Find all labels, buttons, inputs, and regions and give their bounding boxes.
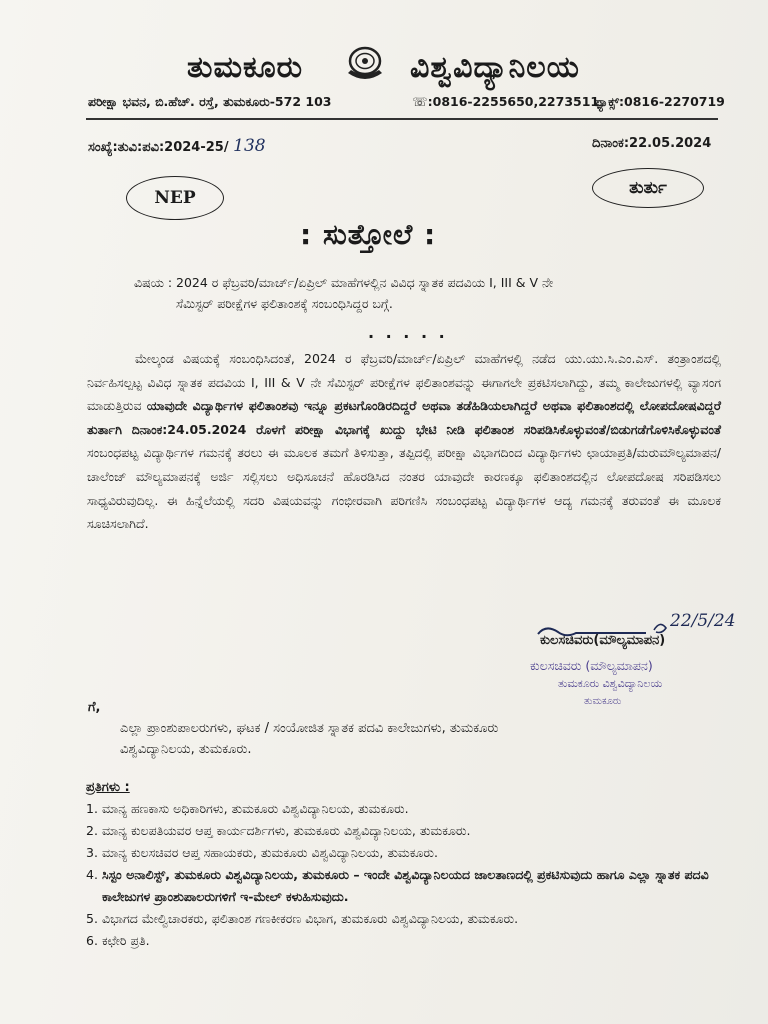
reference-number: ಸಂಖ್ಯೆ:ತುವಿ:ಪವಿ:2024-25/ 138 [88, 136, 266, 156]
copy-item-text: ಕಛೇರಿ ಪ್ರತಿ. [102, 933, 150, 948]
signature-date: 22/5/24 [670, 611, 736, 631]
header-divider [86, 118, 718, 120]
recipient-address [120, 718, 498, 760]
copy-item-number: 3. [86, 845, 98, 860]
nep-badge: NEP [126, 176, 224, 220]
handwritten-reference-number: 138 [233, 136, 266, 156]
university-name-left: ತುಮಕೂರು [187, 50, 304, 85]
subject-line-2: ಸೆಮಿಸ್ಟರ್ ಪರೀಕ್ಷೆಗಳ ಫಲಿತಾಂಶಕ್ಕೆ ಸಂಬಂಧಿಸಿದ್ದರ ಬಗ್ಗೆ. [176, 296, 393, 311]
office-stamp [530, 657, 662, 711]
stamp-line-3: ತುಮಕೂರು [584, 696, 622, 707]
circular-heading: : ಸುತ್ತೋಲೆ : [300, 218, 437, 251]
university-emblem-icon [343, 43, 387, 83]
urgent-badge: ತುರ್ತು [592, 168, 704, 208]
circular-date: ದಿನಾಂಕ:22.05.2024 [592, 136, 712, 151]
copies-list [86, 798, 718, 952]
subject-block [134, 272, 724, 314]
copy-item-text: ಸಿಸ್ಟಂ ಅನಾಲಿಸ್ಟ್, ತುಮಕೂರು ವಿಶ್ವವಿದ್ಯಾನಿಲಯ, ತುಮಕೂರು – ಇಂದೇ ವಿಶ್ವವಿದ್ಯಾನಿಲಯದ ಜಾಲತಾಣದಲ್ಲಿ ಪ್ರಕಟಿಸುವುದು ಹಾಗೂ ಎಲ್ಲಾ ಸ್ನಾತಕ ಪದವಿ ಕಾಲೇಜುಗಳ ಪ್ರಾಂಶುಪಾಲರುಗಳಿಗೆ ಇ-ಮೇಲ್ ಕಳುಹಿಸುವುದು. [102, 867, 709, 904]
copy-item [86, 798, 718, 820]
body-text-bold: ಯಾವುದೇ ವಿದ್ಯಾರ್ಥಿಗಳ ಫಲಿತಾಂಶವು ಇನ್ನೂ ಪ್ರಕಟಗೊಂಡಿರದಿದ್ದರೆ ಅಥವಾ ತಡೆಹಿಡಿಯಲಾಗಿದ್ದರೆ ಅಥವಾ ಫಲಿತಾಂಶದಲ್ಲಿ ಲೋಪದೋಷವಿದ್ದರೆ ತುರ್ತಾಗಿ ದಿನಾಂಕ:24.05.2024 ರೊಳಗೆ ಪರೀಕ್ಷಾ ವಿಭಾಗಕ್ಕೆ ಖುದ್ದು ಭೇಟಿ ನೀಡಿ ಫಲಿತಾಂಶ ಸರಿಪಡಿಸಿಕೊಳ್ಳುವಂತೆ/ಬಿಡುಗಡೆಗೊಳಿಸಿಕೊಳ್ಳುವಂತೆ [87, 398, 722, 437]
university-name-right: ವಿಶ್ವವಿದ್ಯಾನಿಲಯ [410, 50, 580, 85]
copy-item [86, 930, 718, 952]
subject-line-1: 2024 ರ ಫೆಬ್ರವರಿ/ಮಾರ್ಚ್/ಏಪ್ರಿಲ್ ಮಾಹೆಗಳಲ್ಲಿನ ವಿವಿಧ ಸ್ನಾತಕ ಪದವಿಯ I, III & V ನೇ [176, 275, 554, 290]
copy-item-text: ಮಾನ್ಯ ಕುಲಪತಿಯವರ ಆಪ್ತ ಕಾರ್ಯದರ್ಶಿಗಳು, ತುಮಕೂರು ವಿಶ್ವವಿದ್ಯಾನಿಲಯ, ತುಮಕೂರು. [102, 823, 471, 838]
copy-item [86, 908, 718, 930]
phone-number: ☏:0816-2255650,2273511 [412, 94, 600, 109]
copy-item-number: 2. [86, 823, 98, 838]
recipient-line-1: ಎಲ್ಲಾ ಪ್ರಾಂಶುಪಾಲರುಗಳು, ಘಟಕ / ಸಂಯೋಜಿತ ಸ್ನಾತಕ ಪದವಿ ಕಾಲೇಜುಗಳು, ತುಮಕೂರು [120, 721, 499, 736]
fax-number: ಫ್ಯಾಕ್ಸ್:0816-2270719 [594, 94, 725, 109]
subject-label: ವಿಷಯ : [134, 275, 173, 290]
stamp-line-1: ಕುಲಸಚಿವರು (ಮೌಲ್ಯಮಾಪನ) [530, 658, 653, 673]
recipient-line-2: ವಿಶ್ವವಿದ್ಯಾನಿಲಯ, ತುಮಕೂರು. [120, 742, 252, 757]
copy-item-text: ವಿಭಾಗದ ಮೇಲ್ವಿಚಾರಕರು, ಫಲಿತಾಂಶ ಗಣಕೀಕರಣ ವಿಭಾಗ, ತುಮಕೂರು ವಿಶ್ವವಿದ್ಯಾನಿಲಯ, ತುಮಕೂರು. [102, 911, 519, 926]
copy-item-number: 5. [86, 911, 98, 926]
copy-item-number: 1. [86, 801, 98, 816]
copy-item-text: ಮಾನ್ಯ ಹಣಕಾಸು ಅಧಿಕಾರಿಗಳು, ತುಮಕೂರು ವಿಶ್ವವಿದ್ಯಾನಿಲಯ, ತುಮಕೂರು. [102, 801, 409, 816]
copy-item-number: 4. [86, 867, 98, 882]
body-text-1: ಮೇಲ್ಕಂಡ ವಿಷಯಕ್ಕೆ ಸಂಬಂಧಿಸಿದಂತೆ, 2024 ರ ಫೆಬ್ರವರಿ/ಮಾರ್ಚ್/ಏಪ್ರಿಲ್ ಮಾಹೆಗಳಲ್ಲಿ ನಡೆದ ಯು.ಯು.ಸಿ.ಎಂ.ಎಸ್. ತಂತ್ರಾಂಶದಲ್ಲಿ ನಿರ್ವಹಿಸಲ್ಪಟ್ಟ ವಿವಿಧ ಸ್ನಾತಕ ಪದವಿಯ I, III & V ನೇ ಸೆಮಿಸ್ಟರ್ ಪರೀಕ್ಷೆಗಳ ಫಲಿತಾಂಶವನ್ನು ಈಗಾಗಲೇ ಪ್ರಕಟಿಸಲಾಗಿದ್ದು, ತಮ್ಮ ಕಾಲೇಜುಗಳಲ್ಲಿ ವ್ಯಾಸಂಗ ಮಾಡುತ್ತಿರುವ [87, 351, 721, 414]
copies-heading: ಪ್ರತಿಗಳು : [86, 780, 130, 795]
stamp-line-2: ತುಮಕೂರು ವಿಶ್ವವಿದ್ಯಾನಿಲಯ [558, 677, 663, 690]
copy-item [86, 842, 718, 864]
body-text-2: ಸಂಬಂಧಪಟ್ಟ ವಿದ್ಯಾರ್ಥಿಗಳ ಗಮನಕ್ಕೆ ತರಲು ಈ ಮೂಲಕ ತಮಗೆ ತಿಳಿಸುತ್ತಾ, ತಪ್ಪಿದಲ್ಲಿ ಪರೀಕ್ಷಾ ವಿಭಾಗದಿಂದ ವಿದ್ಯಾರ್ಥಿಗಳು ಛಾಯಾಪ್ರತಿ/ಮರುಮೌಲ್ಯಮಾಪನ/ಚಾಲೆಂಜ್ ಮೌಲ್ಯಮಾಪನಕ್ಕೆ ಅರ್ಜಿ ಸಲ್ಲಿಸಲು ಅಧಿಸೂಚನೆ ಹೊರಡಿಸಿದ ನಂತರ ಯಾವುದೇ ಕಾರಣಕ್ಕೂ ಫಲಿತಾಂಶದಲ್ಲಿನ ಲೋಪದೋಷ ಸರಿಪಡಿಸಲು ಸಾಧ್ಯವಿರುವುದಿಲ್ಲ. ಈ ಹಿನ್ನೆಲೆಯಲ್ಲಿ ಸದರಿ ವಿಷಯವನ್ನು ಗಂಭೀರವಾಗಿ ಪರಿಗಣಿಸಿ ಸಂಬಂಧಪಟ್ಟ ವಿದ್ಯಾರ್ಥಿಗಳ ಆದ್ಯ ಗಮನಕ್ಕೆ ತರುವಂತೆ ಈ ಮೂಲಕ ಸೂಚಿಸಲಾಗಿದೆ. [87, 445, 721, 532]
signatory-designation: ಕುಲಸಚಿವರು(ಮೌಲ್ಯಮಾಪನ) [540, 633, 666, 648]
copy-item-text: ಮಾನ್ಯ ಕುಲಸಚಿವರ ಆಪ್ತ ಸಹಾಯಕರು, ತುಮಕೂರು ವಿಶ್ವವಿದ್ಯಾನಿಲಯ, ತುಮಕೂರು. [102, 845, 438, 860]
circular-body [87, 347, 721, 536]
separator-dots: . . . . . [368, 323, 448, 342]
copy-item-number: 6. [86, 933, 98, 948]
to-label: ಗೆ, [88, 700, 101, 715]
copy-item [86, 864, 718, 908]
exam-hall-address: ಪರೀಕ್ಷಾ ಭವನ, ಬಿ.ಹೆಚ್. ರಸ್ತೆ, ತುಮಕೂರು-572 103 [88, 94, 332, 109]
copy-item [86, 820, 718, 842]
